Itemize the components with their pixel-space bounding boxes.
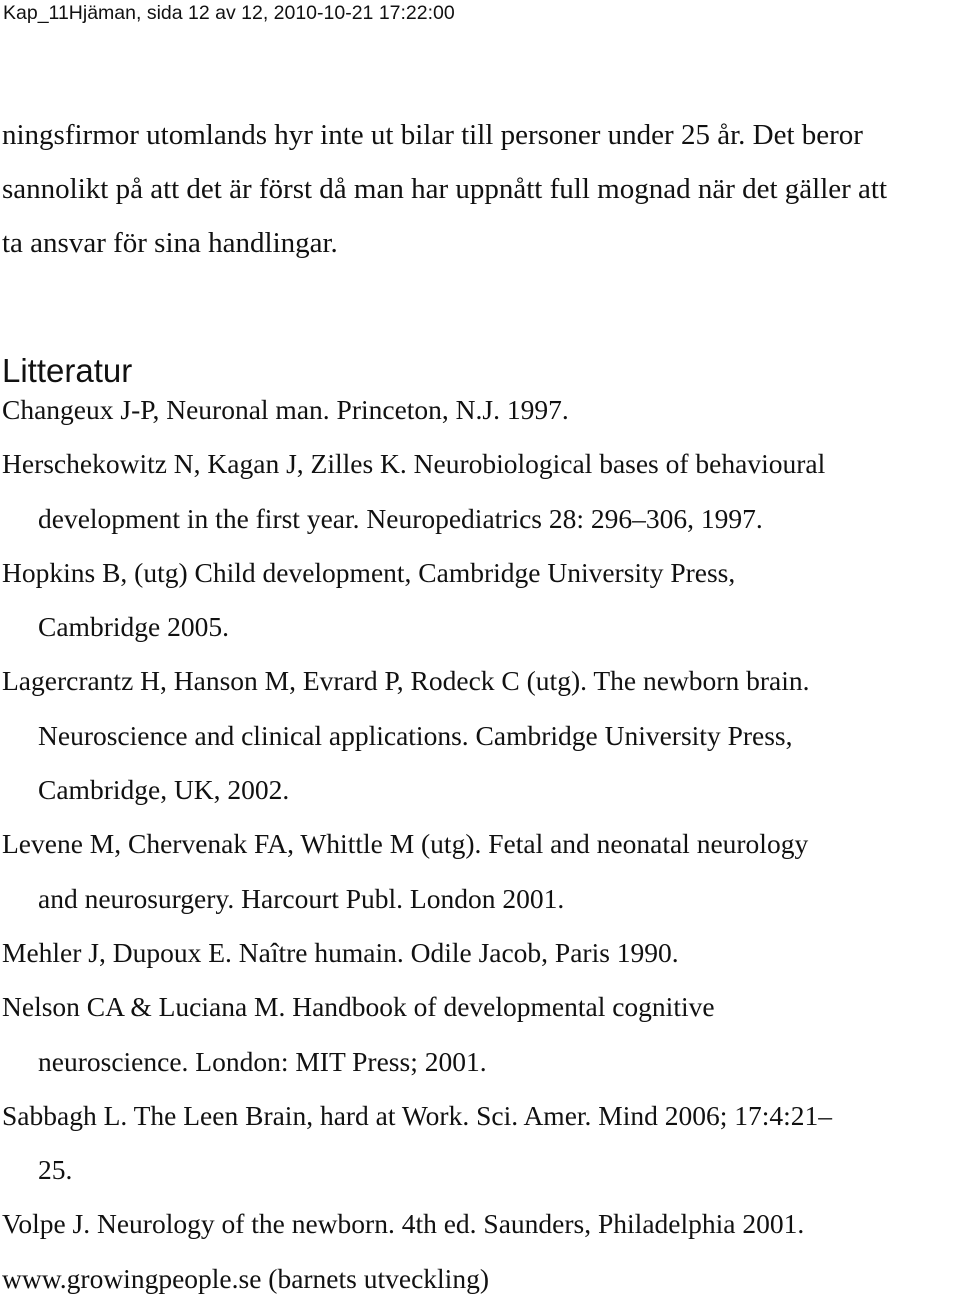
reference-line: Lagercrantz H, Hanson M, Evrard P, Rodeck C (utg). The newborn brain. (2, 665, 810, 697)
reference-line: Nelson CA & Luciana M. Handbook of developmental cognitive (2, 991, 715, 1023)
reference-line: Neuroscience and clinical applications. Cambridge University Press, (38, 719, 793, 751)
reference-item (2, 383, 952, 437)
reference-line: Volpe J. Neurology of the newborn. 4th ed. Saunders, Philadelphia 2001. (2, 1208, 805, 1240)
section-heading: Litteratur (2, 352, 133, 389)
reference-line: development in the first year. Neuropediatrics 28: 296–306, 1997. (38, 502, 763, 534)
reference-item (2, 1197, 952, 1251)
reference-line: neuroscience. London: MIT Press; 2001. (38, 1045, 487, 1077)
reference-item (2, 926, 952, 980)
reference-item (2, 437, 952, 546)
reference-item (2, 654, 952, 817)
reference-item (2, 1089, 952, 1198)
paragraph-line: ningsfirmor utomlands hyr inte ut bilar till personer under 25 år. Det beror (2, 119, 863, 151)
paragraph-line: ta ansvar för sina handlingar. (2, 227, 338, 259)
reference-line: and neurosurgery. Harcourt Publ. London 2001. (38, 882, 565, 914)
reference-list (2, 383, 952, 1306)
body-paragraph (2, 108, 952, 270)
reference-item (2, 817, 952, 926)
reference-item (2, 1252, 952, 1306)
reference-item (2, 546, 952, 655)
reference-line: Mehler J, Dupoux E. Naître humain. Odile Jacob, Paris 1990. (2, 936, 679, 968)
paragraph-line: sannolikt på att det är först då man har uppnått full mognad när det gäller att (2, 173, 888, 205)
reference-line: Sabbagh L. The Leen Brain, hard at Work. Sci. Amer. Mind 2006; 17:4:21– (2, 1099, 833, 1131)
reference-line: Changeux J-P, Neuronal man. Princeton, N.J. 1997. (2, 394, 569, 425)
reference-item (2, 980, 952, 1089)
reference-line: Hopkins B, (utg) Child development, Cambridge University Press, (2, 556, 736, 588)
reference-line: Cambridge 2005. (38, 611, 229, 643)
reference-line: Cambridge, UK, 2002. (38, 774, 290, 806)
reference-line: 25. (38, 1154, 73, 1186)
reference-line: www.growingpeople.se (barnets utveckling) (2, 1262, 489, 1294)
reference-line: Herschekowitz N, Kagan J, Zilles K. Neurobiological bases of behavioural (2, 448, 826, 480)
reference-line: Levene M, Chervenak FA, Whittle M (utg). Fetal and neonatal neurology (2, 828, 809, 860)
page-header: Kap_11Hjäman, sida 12 av 12, 2010-10-21 17:22:00 (3, 2, 455, 24)
